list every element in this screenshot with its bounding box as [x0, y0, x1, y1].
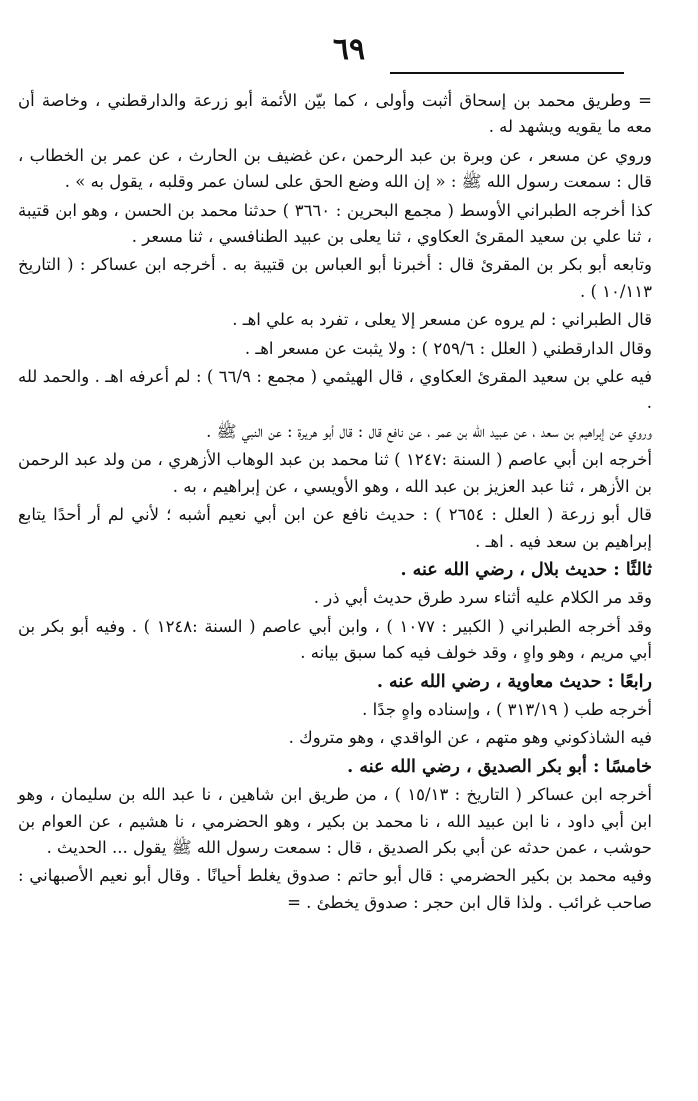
paragraph: وقد أخرجه الطبراني ( الكبير : ١٠٧٧ ) ، وابن أبي عاصم ( السنة :١٢٤٨ ) . وفيه أبو بكر بن أبي مريم ، وهو واهٍ ، وقد خولف فيه كما سبق بيانه .: [18, 616, 652, 663]
paragraph: قال الطبراني : لم يروه عن مسعر إلا يعلى ، تفرد به علي اهـ .: [232, 310, 652, 330]
paragraph: أخرجه ابن عساكر ( التاريخ : ١٥/١٣ ) ، من طريق ابن شاهين ، نا عبد الله بن سليمان ، وهو ابن أبي داود ، نا ابن عبيد الله ، نا محمد بن بكير ، وهو الحضرمي ، نا هشيم ، عن العوام بن حوشب ، عمن حدثه عن أبي بكر الصديق ، قال : سمعت رسول الله ﷺ يقول ... الحديث .: [18, 785, 652, 857]
paragraph: أخرجه طب ( ٣١٣/١٩ ) ، وإسناده واهٍ جدًا .: [362, 699, 652, 719]
paragraph: وفيه محمد بن بكير الحضرمي : قال أبو حاتم : صدوق يغلط أحيانًا . وقال أبو نعيم الأصبهاني : صاحب غرائب . ولذا قال ابن حجر : صدوق يخطئ . =: [18, 866, 652, 912]
paragraph: وروي عن مسعر ، عن وبرة بن عبد الرحمن ،عن غضيف بن الحارث ، عن عمر بن الخطاب ، قال : سمعت رسول الله ﷺ : « إن الله وضع الحق على لسان عمر وقلبه ، يقول به » .: [18, 145, 652, 192]
paragraph: وقد مر الكلام عليه أثناء سرد طرق حديث أبي ذر .: [313, 588, 652, 608]
paragraph: أخرجه ابن أبي عاصم ( السنة :١٢٤٧ ) ثنا محمد بن عبد الوهاب الأزهري ، من ولد عبد الرحمن بن الأزهر ، ثنا عبد العزيز بن عبد الله ، وهو الأويسي ، عن إبراهيم ، به .: [18, 450, 652, 496]
section-heading-fifth: خامسًا : أبو بكر الصديق ، رضي الله عنه .: [347, 756, 652, 777]
paragraph: وتابعه أبو بكر بن المقرئ قال : أخبرنا أبو العباس بن قتيبة به . أخرجه ابن عساكر : ( التاريخ ١٠/١١٣ ) .: [18, 255, 652, 301]
section-heading-third: ثالثًا : حديث بلال ، رضي الله عنه .: [400, 559, 652, 580]
paragraph: = وطريق محمد بن إسحاق أثبت وأولى ، كما بيّن الأئمة أبو زرعة والدارقطني ، وخاصة أن معه ما يقويه ويشهد له .: [18, 91, 652, 137]
page-number: ٦٩: [332, 32, 366, 67]
section-heading-fourth: رابعًا : حديث معاوية ، رضي الله عنه .: [376, 671, 652, 692]
body-text: [18, 88, 652, 918]
paragraph: كذا أخرجه الطبراني الأوسط ( مجمع البحرين : ٣٦٦٠ ) حدثنا محمد بن الحسن ، وهو ابن قتيبة ، ثنا علي بن سعيد المقرئ العكاوي ، ثنا يعلى بن عبيد الطنافسي ، ثنا مسعر .: [18, 200, 652, 247]
header-rule: [390, 72, 624, 74]
paragraph: فيه الشاذكوني وهو متهم ، عن الواقدي ، وهو متروك .: [288, 728, 652, 748]
paragraph: وروي عن إبراهيم بن سعد ، عن عبيد الله بن عمر ، عن نافع قال : قال أبو هريرة : عن النبي ﷺ .: [206, 421, 652, 441]
paragraph: وقال الدارقطني ( العلل : ٢٥٩/٦ ) : ولا يثبت عن مسعر اهـ .: [244, 338, 652, 358]
paragraph: فيه علي بن سعيد المقرئ العكاوي ، قال الهيثمي ( مجمع : ٦٦/٩ ) : لم أعرفه اهـ . والحمد لله .: [18, 367, 652, 413]
paragraph: قال أبو زرعة ( العلل : ٢٦٥٤ ) : حديث نافع عن ابن أبي نعيم أشبه ؛ لأني لم أر أحدًا يتابع إبراهيم بن سعد فيه . اهـ .: [18, 505, 652, 551]
